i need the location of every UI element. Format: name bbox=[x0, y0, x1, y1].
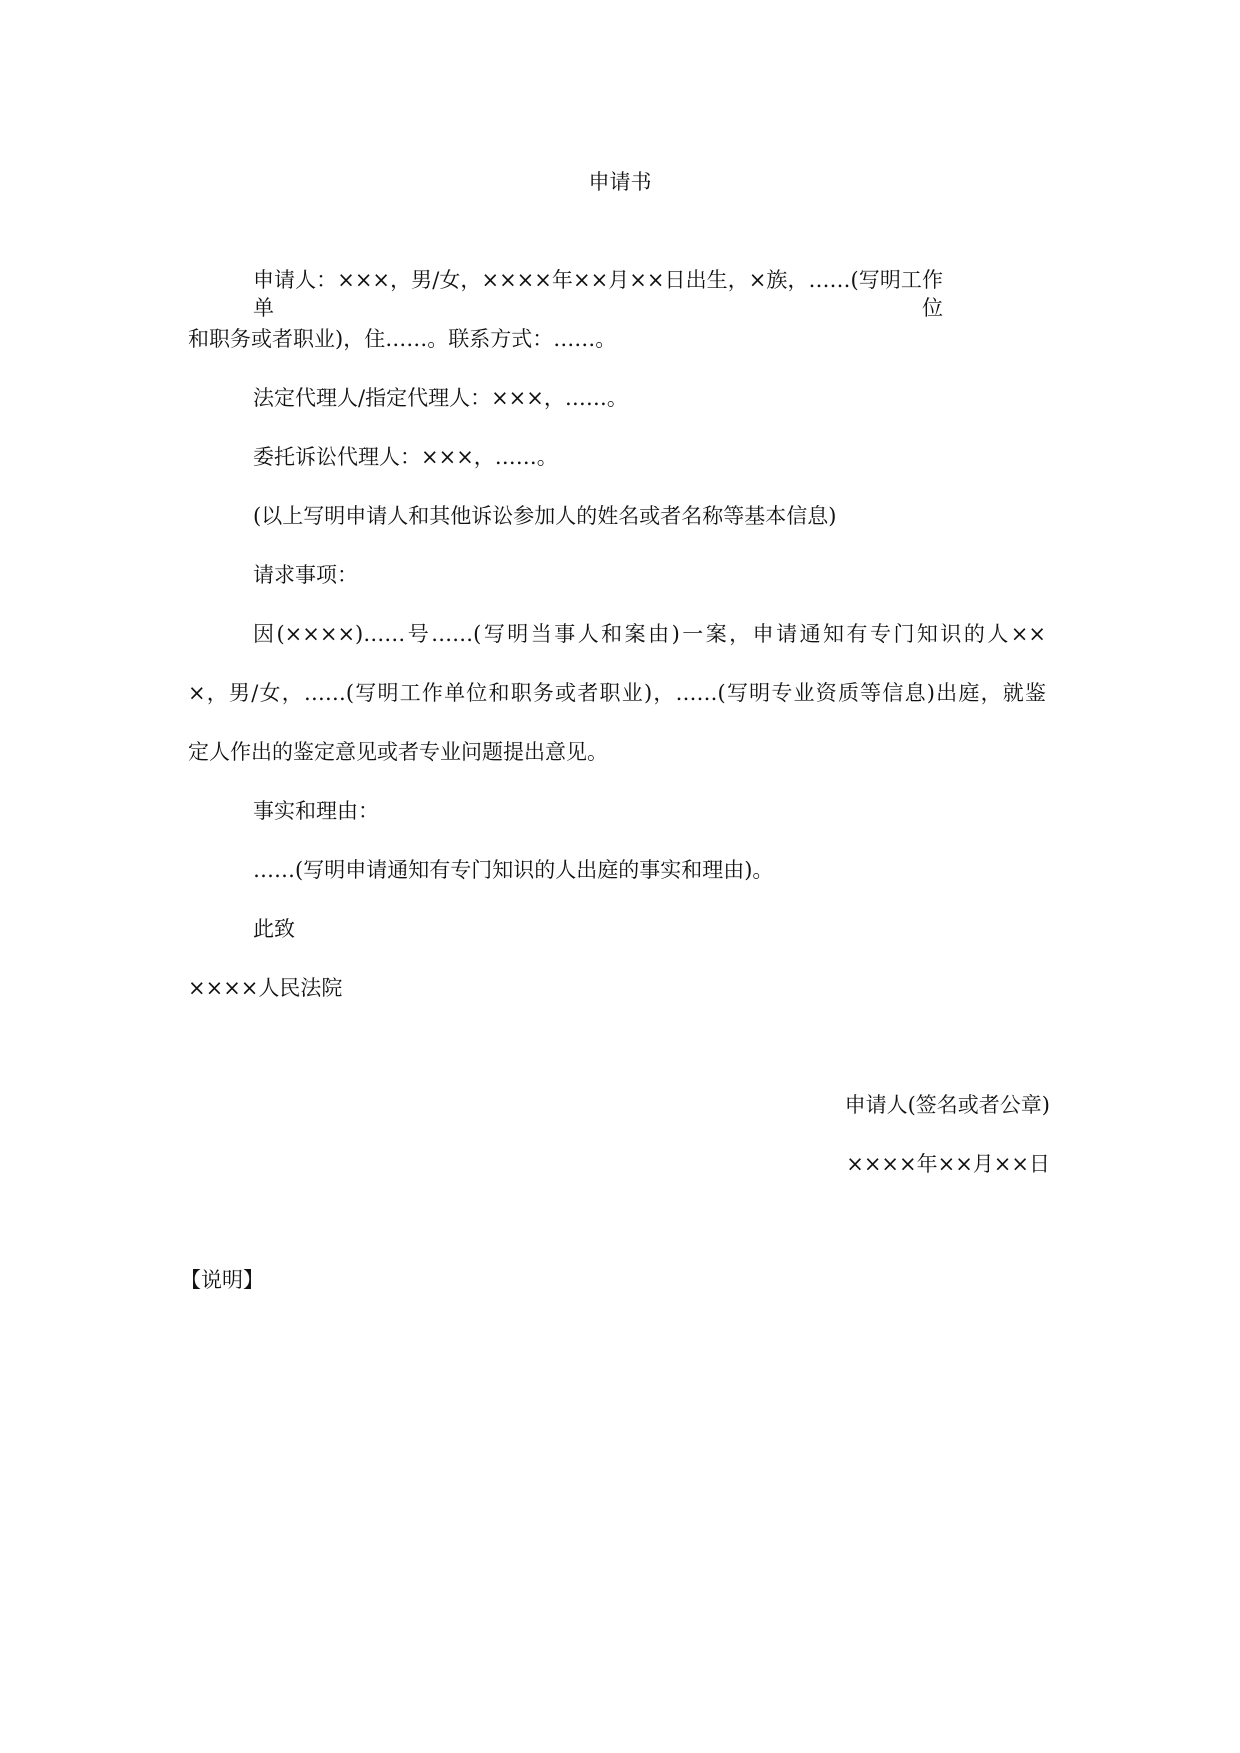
document-title: 申请书 bbox=[588, 170, 652, 194]
basic-info-note: (以上写明申请人和其他诉讼参加人的姓名或者名称等基本信息) bbox=[253, 504, 837, 528]
explanation-heading: 【说明】 bbox=[180, 1268, 264, 1292]
litigation-agent-line: 委托诉讼代理人：×××，……。 bbox=[253, 445, 558, 469]
facts-heading: 事实和理由： bbox=[253, 799, 379, 823]
date-line: ××××年××月××日 bbox=[846, 1152, 1050, 1176]
request-line-2: ×，男/女，……(写明工作单位和职务或者职业)，……(写明专业资质等信息)出庭，就鉴 bbox=[188, 681, 1046, 705]
facts-body: ……(写明申请通知有专门知识的人出庭的事实和理由)。 bbox=[253, 858, 774, 882]
request-line-1: 因(××××)……号……(写明当事人和案由)一案，申请通知有专门知识的人×× bbox=[253, 622, 1046, 646]
applicant-line-1: 申请人：×××，男/女，××××年××月××日出生，×族，……(写明工作单位 bbox=[253, 268, 943, 320]
court-name: ××××人民法院 bbox=[188, 976, 343, 1000]
request-heading: 请求事项： bbox=[253, 563, 358, 587]
legal-agent-line: 法定代理人/指定代理人：×××，……。 bbox=[253, 386, 628, 410]
signature-line: 申请人(签名或者公章) bbox=[844, 1093, 1050, 1117]
request-line-3: 定人作出的鉴定意见或者专业问题提出意见。 bbox=[188, 740, 608, 764]
applicant-line-2: 和职务或者职业)，住……。联系方式：……。 bbox=[188, 327, 617, 351]
salutation: 此致 bbox=[253, 917, 295, 941]
